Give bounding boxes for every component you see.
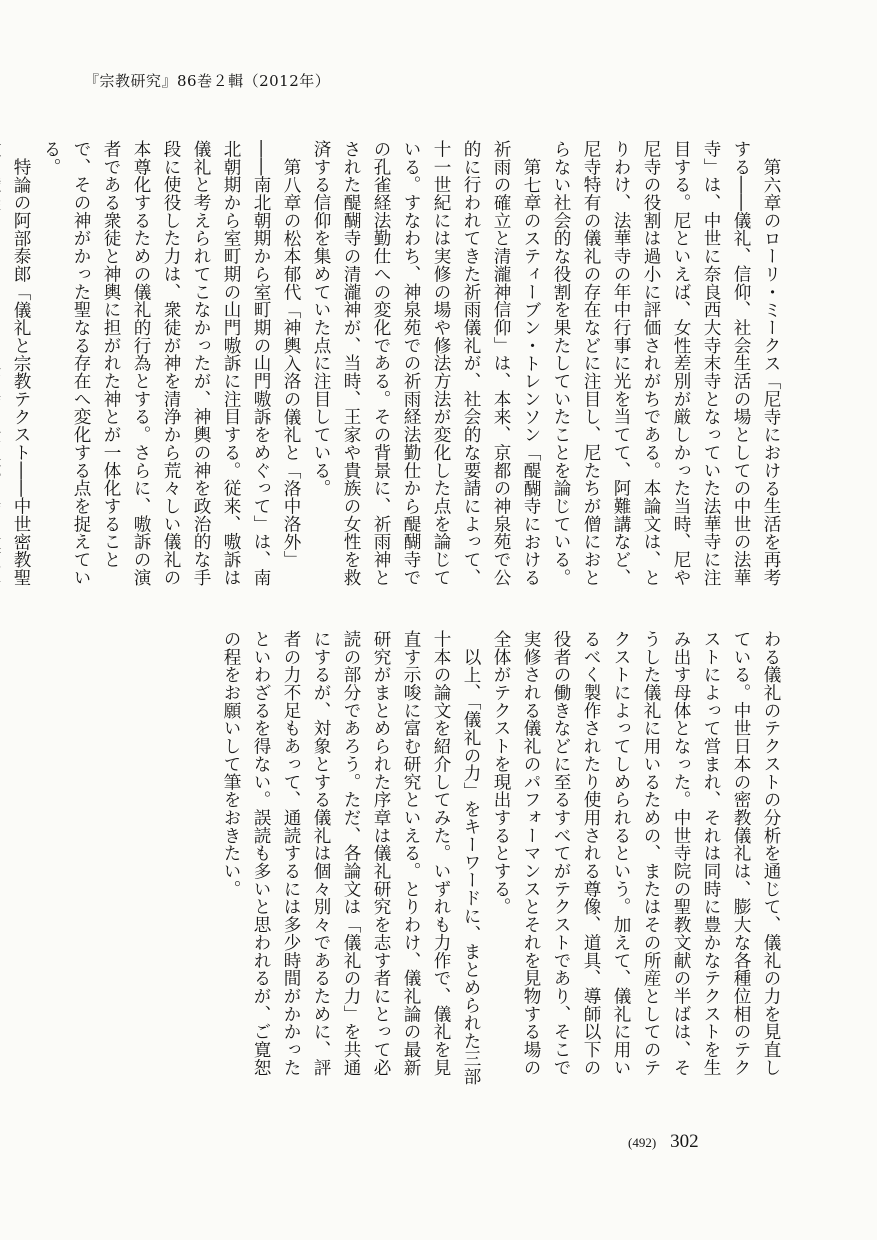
paragraph-chapter-7: 第七章のスティーブン・トレンソン「醍醐寺における祈雨の確立と清瀧神信仰」は、本来、京都の神泉苑で公的に行われてきた祈雨儀礼が、社会的な要請によって、十一世紀には実修の場や修法方法が変化した点を論じている。すなわち、神泉苑での祈雨経法勤仕から醍醐寺での孔雀経法勤仕への変化である。その背景に、祈雨神とされた醍醐寺の清瀧神が、当時、王家や貴族の女性を救済する信仰を集めていた点に注目している。 [311, 140, 541, 587]
paragraph-continuation: わる儀礼のテクストの分析を通じて、儀礼の力を見直している。中世日本の密教儀礼は、膨大な各種位相のテクストによって営まれ、それは同時に豊かなテクストを生み出す母体となった。中世寺院の聖教文献の半ばは、そうした儀礼に用いるための、またはその所産としてのテクストによってしめられるという。加えて、儀礼に用いるべく製作されたり使用される尊像、道具、導師以下の役者の働きなどに至るすべてがテクストであり、そこで実修される儀礼のパフォーマンスとそれを見物する場の全体がテクストを現出するとする。 [491, 630, 781, 1077]
upper-text-block [11, 140, 786, 588]
page-number [628, 1131, 699, 1153]
paragraph-conclusion: 以上、「儀礼の力」をキーワードに、まとめられた三部十本の論文を紹介してみた。いずれも力作で、儀礼を見直す示唆に富む研究といえる。とりわけ、儀礼論の最新研究がまとめられた序章は儀礼研究を志す者にとって必読の部分であろう。ただ、各論文は「儀礼の力」を共通にするが、対象とする儀礼は個々別々であるために、評者の力不足もあって、通読するには多少時間がかかったといわざるを得ない。誤読も多いと思われるが、ご寛恕の程をお願いして筆をおきたい。 [221, 630, 481, 1086]
journal-header: 『宗教研究』86巻２輯（2012年） [84, 72, 331, 90]
lower-text-block [221, 630, 786, 1092]
paragraph-chapter-6: 第六章のローリ・ミークス「尼寺における生活を再考する――儀礼、信仰、社会生活の場としての中世の法華寺」は、中世に奈良西大寺末寺となっていた法華寺に注目する。尼といえば、女性差別が厳しかった当時、尼や尼寺の役割は過小に評価されがちである。本論文は、とりわけ、法華寺の年中行事に光を当てて、阿難講など、尼寺特有の儀礼の存在などに注目し、尼たちが僧におとらない社会的な役割を果たしていたことを論じている。 [551, 140, 781, 587]
paragraph-special-essay: 特論の阿部泰郎「儀礼と宗教テクスト――中世密教聖 [11, 157, 31, 586]
paragraph-chapter-8: 第八章の松本郁代「神輿入洛の儀礼と「洛中洛外」――南北朝期から室町期の山門嗷訴をめぐって」は、南北朝期から室町期の山門嗷訴に注目する。従来、嗷訴は儀礼と考えられてこなかったが、神輿の神を政治的な手段に使役した力は、衆徒が神を清浄から荒々しい儀礼の本尊化するための儀礼的行為とする。さらに、嗷訴の演者である衆徒と神輿に担がれた神とが一体化することで、その神がかった聖なる存在へ変化する点を捉えている。 [41, 140, 301, 587]
bracketed-page-number: (492) [628, 1135, 657, 1150]
folio-number: 302 [670, 1131, 699, 1152]
